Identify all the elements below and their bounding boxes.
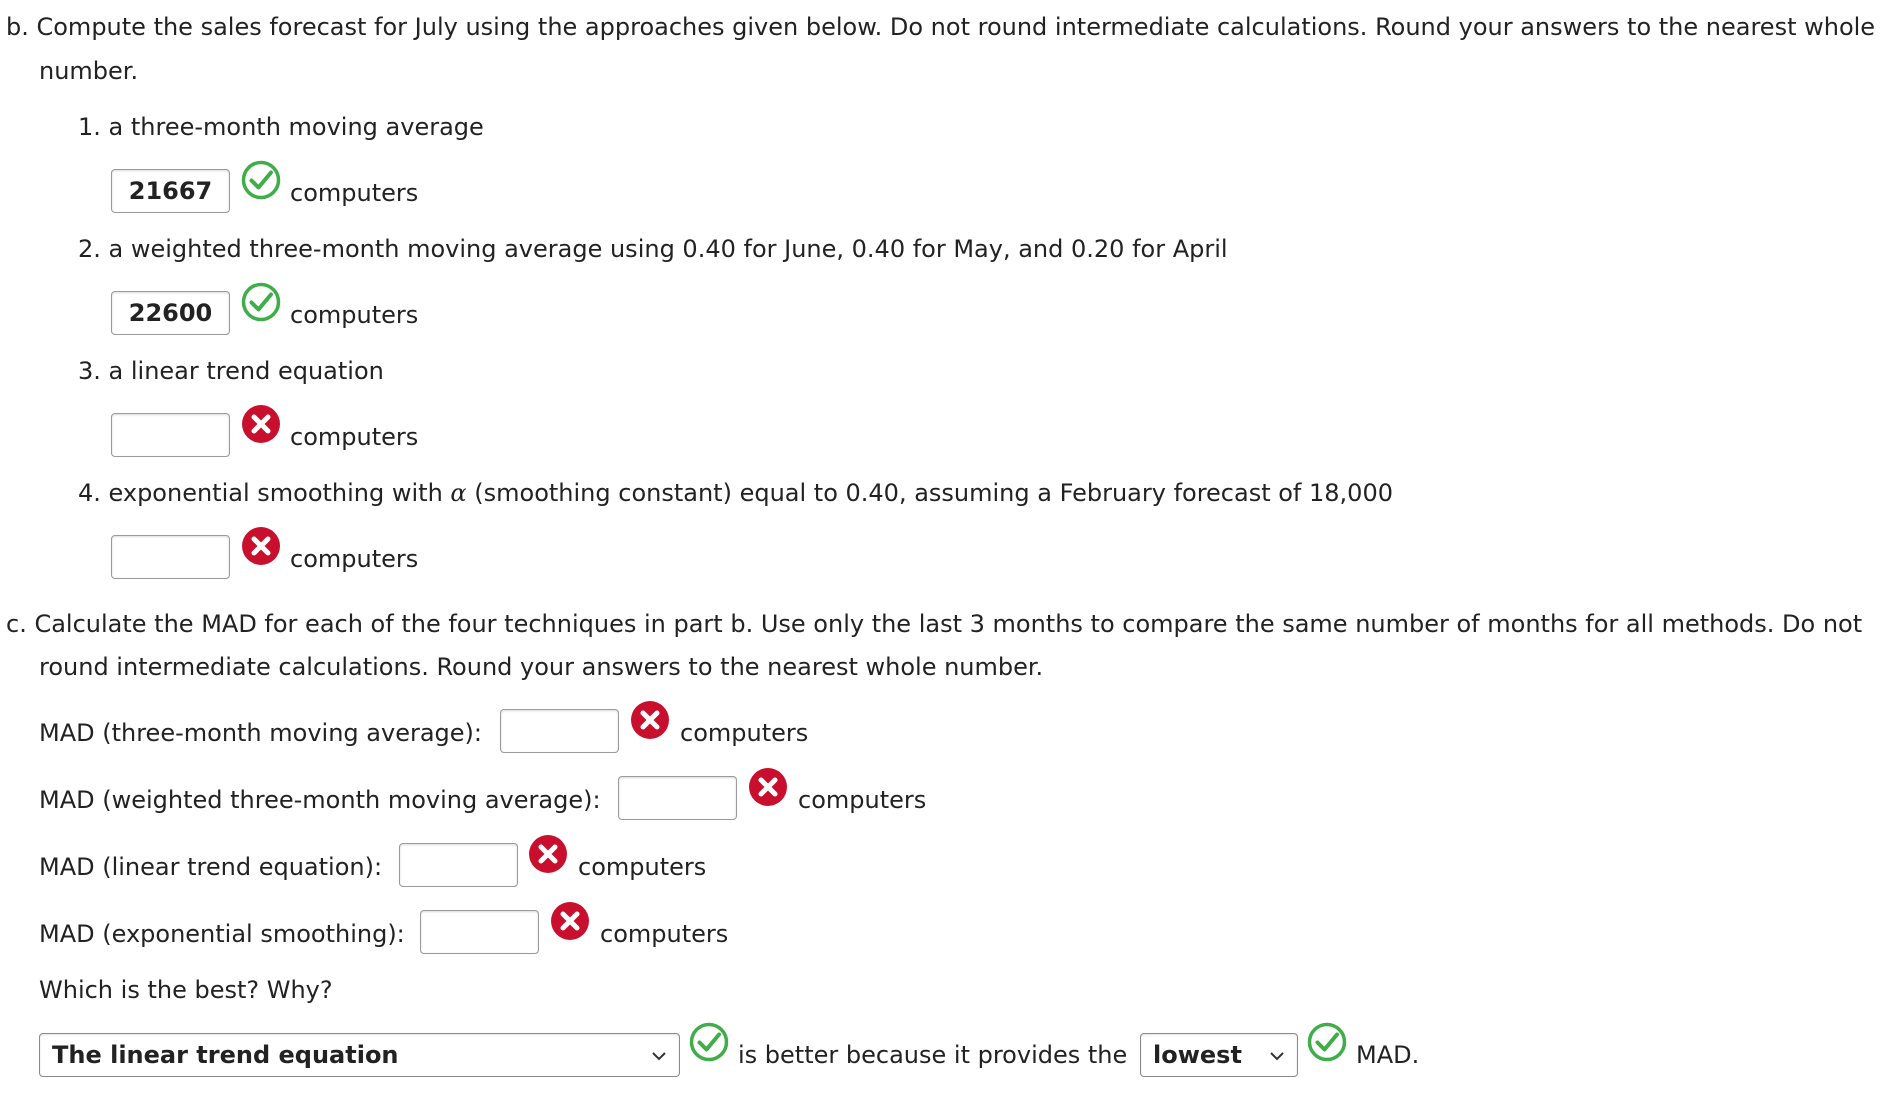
mad-three-month-input[interactable] <box>500 709 619 753</box>
incorrect-x-icon <box>748 767 788 807</box>
item-3-label: 3. a linear trend equation <box>78 357 384 385</box>
part-b-instructions-line1: b. Compute the sales forecast for July using the approaches given below. Do not round intermediate calculations. Round your answers to the nearest whole <box>6 13 1876 41</box>
item-2-answer-input[interactable]: 22600 <box>111 291 230 335</box>
item-1-unit: computers <box>290 179 419 207</box>
best-method-select[interactable] <box>39 1033 680 1077</box>
chevron-down-icon <box>1267 1046 1287 1066</box>
mad-linear-trend-label: MAD (linear trend equation): <box>39 853 383 881</box>
incorrect-x-icon <box>528 834 568 874</box>
reason-select-value: lowest <box>1153 1041 1242 1069</box>
mad-three-month-label: MAD (three-month moving average): <box>39 719 482 747</box>
item-2-label: 2. a weighted three-month moving average using 0.40 for June, 0.40 for May, and 0.20 for April <box>78 235 1228 263</box>
correct-check-icon <box>241 282 281 322</box>
part-b-instructions-line2: number. <box>39 57 139 85</box>
item-4-unit: computers <box>290 545 419 573</box>
reason-select[interactable] <box>1140 1033 1298 1077</box>
mad-weighted-label: MAD (weighted three-month moving average): <box>39 786 601 814</box>
item-3-unit: computers <box>290 423 419 451</box>
mad-three-month-unit: computers <box>680 719 809 747</box>
part-c-instructions-line1: c. Calculate the MAD for each of the four techniques in part b. Use only the last 3 months to compare the same number of months for all methods. Do not <box>6 610 1863 638</box>
item-3-answer-input[interactable] <box>111 413 230 457</box>
alpha-symbol: α <box>450 479 467 507</box>
end-text: MAD. <box>1356 1041 1420 1069</box>
item-4-label-post: (smoothing constant) equal to 0.40, assuming a February forecast of 18,000 <box>466 479 1393 507</box>
item-4-label <box>78 481 1393 505</box>
incorrect-x-icon <box>550 901 590 941</box>
mad-exponential-label: MAD (exponential smoothing): <box>39 920 405 948</box>
chevron-down-icon <box>649 1046 669 1066</box>
best-method-mid-text: is better because it provides the <box>738 1041 1128 1069</box>
mad-linear-trend-unit: computers <box>578 853 707 881</box>
mad-exponential-input[interactable] <box>420 910 539 954</box>
item-4-answer-input[interactable] <box>111 535 230 579</box>
incorrect-x-icon <box>630 700 670 740</box>
part-c-instructions-line2: round intermediate calculations. Round your answers to the nearest whole number. <box>39 653 1044 681</box>
item-1-label: 1. a three-month moving average <box>78 113 484 141</box>
incorrect-x-icon <box>241 404 281 444</box>
best-method-question: Which is the best? Why? <box>39 976 333 1004</box>
item-2-unit: computers <box>290 301 419 329</box>
mad-weighted-input[interactable] <box>618 776 737 820</box>
item-4-label-pre: 4. exponential smoothing with <box>78 479 451 507</box>
mad-exponential-unit: computers <box>600 920 729 948</box>
mad-weighted-unit: computers <box>798 786 927 814</box>
item-1-answer-input[interactable]: 21667 <box>111 169 230 213</box>
correct-check-icon <box>241 160 281 200</box>
mad-linear-trend-input[interactable] <box>399 843 518 887</box>
correct-check-icon <box>689 1022 729 1062</box>
incorrect-x-icon <box>241 526 281 566</box>
correct-check-icon <box>1307 1022 1347 1062</box>
best-method-select-value: The linear trend equation <box>52 1041 399 1069</box>
